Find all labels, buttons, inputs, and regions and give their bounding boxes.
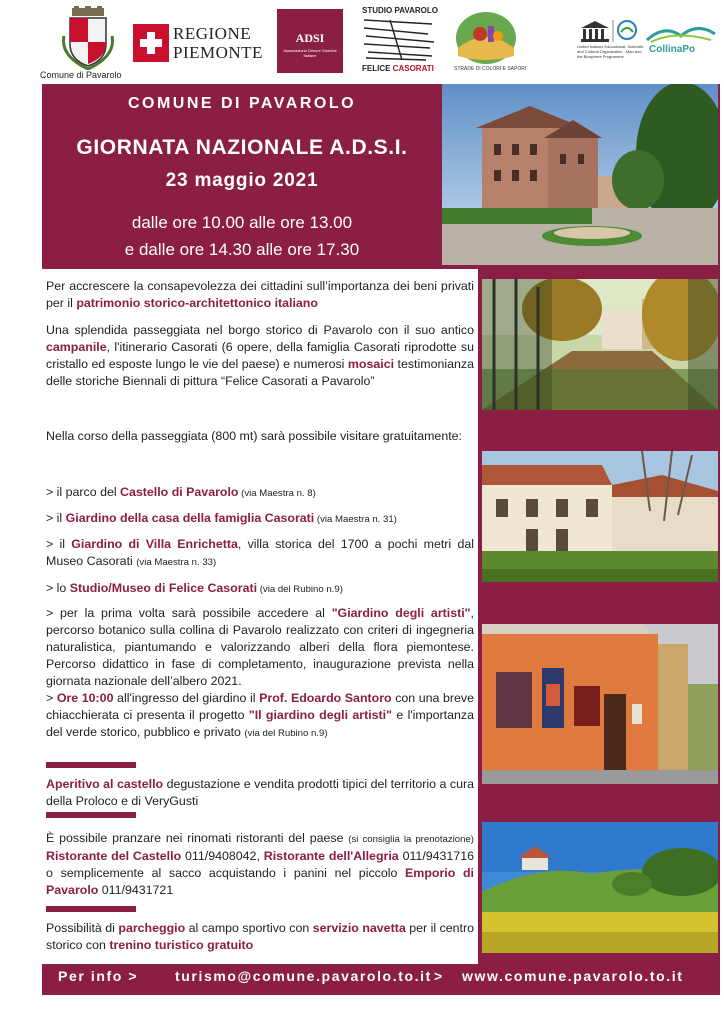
adsi-title: ADSI bbox=[295, 31, 325, 45]
separator bbox=[46, 906, 136, 912]
footer-info-label: Per info > bbox=[58, 968, 139, 984]
aperitivo-paragraph: Aperitivo al castello degustazione e vendita prodotti tipici del territorio a cura della Proloco e di VeryGusti bbox=[46, 777, 474, 808]
event-date: 23 maggio 2021 bbox=[165, 170, 319, 191]
ristoranti-paragraph: È possibile pranzare nei rinomati ristoranti del paese (si consiglia la prenotazione) Ristorante del Castello 011/9408042, Ristorante dell'Allegria 011/9431716 o semplicemente al sacco acquistando i panini nel piccolo Emporio di Pavarolo 011/9431721 bbox=[46, 831, 474, 897]
castle-photo bbox=[442, 84, 718, 265]
strade-caption: STRADE DI COLORI E SAPORI bbox=[454, 66, 527, 72]
pavarolo-crest-logo bbox=[60, 6, 116, 70]
visit-intro-paragraph: Nella corso della passeggiata (800 mt) sarà possibile visitare gratuitamente: bbox=[46, 429, 462, 443]
studio-casorati-logo bbox=[362, 6, 437, 74]
regione-line2: PIEMONTE bbox=[173, 43, 263, 62]
adsi-logo bbox=[277, 9, 343, 73]
separator bbox=[46, 812, 136, 818]
regione-piemonte-logo bbox=[133, 24, 261, 62]
footer-email-link[interactable]: turismo@comune.pavarolo.to.it bbox=[175, 968, 432, 984]
crest-caption: Comune di Pavarolo bbox=[40, 70, 122, 80]
event-title: GIORNATA NAZIONALE A.D.S.I. bbox=[76, 136, 408, 159]
studio-bottom: FELICE CASORATI bbox=[362, 64, 434, 73]
intro-paragraph: Per accrescere la consapevolezza dei cittadini sull’importanza dei beni privati per il patrimonio storico-architettonico italiano bbox=[46, 279, 474, 310]
collinapo-logo bbox=[645, 20, 717, 64]
garden-gate-photo bbox=[482, 279, 718, 410]
unesco-mab-logo bbox=[577, 18, 645, 64]
footer-bar bbox=[42, 963, 720, 991]
collinapo-text: CollinaPo bbox=[649, 44, 696, 55]
list-item-castello: > il parco del Castello di Pavarolo (via Maestra n. 8) bbox=[46, 485, 316, 499]
walk-paragraph: Una splendida passeggiata nel borgo storico di Pavarolo con il suo antico campanile, l'itinerario Casorati (6 opere, della famiglia Casorati riprodotte su cristallo ed esposte lungo le vie del paese) e numerosi mosaici testimonianza delle storiche Biennali di pittura “Felice Casorati a Pavarolo” bbox=[46, 323, 474, 388]
studio-top: STUDIO PAVAROLO bbox=[362, 6, 438, 15]
regione-line1: REGIONE bbox=[173, 24, 252, 43]
unesco-text: United Nations Educational, Scientific and Cultural Organization · Man and the Biosphere Programme bbox=[577, 44, 644, 59]
list-item-giardino-artisti: > per la prima volta sarà possibile accedere al "Giardino degli artisti", percorso botanico sulla collina di Pavarolo realizzato con criteri di ingegneria naturalistica, piantumando e valorizzando alberi della flora piemontese. Percorso didattico in fase di completamento, inaugurazione prevista nella giornata nazionale dell’albero 2021. > Ore 10:00 all'ingresso del giardino il Prof. Edoardo Santoro con una breve chiacchierata ci presenta il progetto "Il giardino degli artisti" e l'importanza del verde storico, pubblico e privato (via del Rubino n.9) bbox=[46, 606, 475, 739]
hours-afternoon: e dalle ore 14.30 alle ore 17.30 bbox=[124, 240, 360, 259]
studio-museum-photo bbox=[482, 624, 718, 784]
hours-morning: dalle ore 10.00 alle ore 13.00 bbox=[131, 213, 353, 232]
list-item-casa-casorati: > il Giardino della casa della famiglia Casorati (via Maestra n. 31) bbox=[46, 511, 397, 525]
list-item-studio-museo: > lo Studio/Museo di Felice Casorati (via del Rubino n.9) bbox=[46, 581, 343, 595]
parcheggio-paragraph: Possibilità di parcheggio al campo sportivo con servizio navetta per il centro storico con trenino turistico gratuito bbox=[46, 921, 474, 952]
piemonte-flag-icon bbox=[133, 24, 169, 62]
footer-arrow: > bbox=[434, 968, 444, 984]
header bbox=[42, 84, 442, 266]
separator bbox=[46, 762, 136, 768]
logos-row bbox=[0, 0, 724, 84]
footer-website-link[interactable]: www.comune.pavarolo.to.it bbox=[462, 968, 684, 984]
list-item-villa-enrichetta: > il Giardino di Villa Enrichetta, villa storica del 1700 a pochi metri dal Museo Casorati (via Maestra n. 33) bbox=[46, 537, 474, 568]
casorati-house-photo bbox=[482, 451, 718, 582]
adsi-subtitle: Associazione Dimore Storiche Italiane bbox=[283, 48, 337, 58]
comune-heading: COMUNE DI PAVAROLO bbox=[127, 95, 357, 112]
hills-landscape-photo bbox=[482, 822, 718, 953]
strade-colori-sapori-logo bbox=[448, 8, 527, 74]
